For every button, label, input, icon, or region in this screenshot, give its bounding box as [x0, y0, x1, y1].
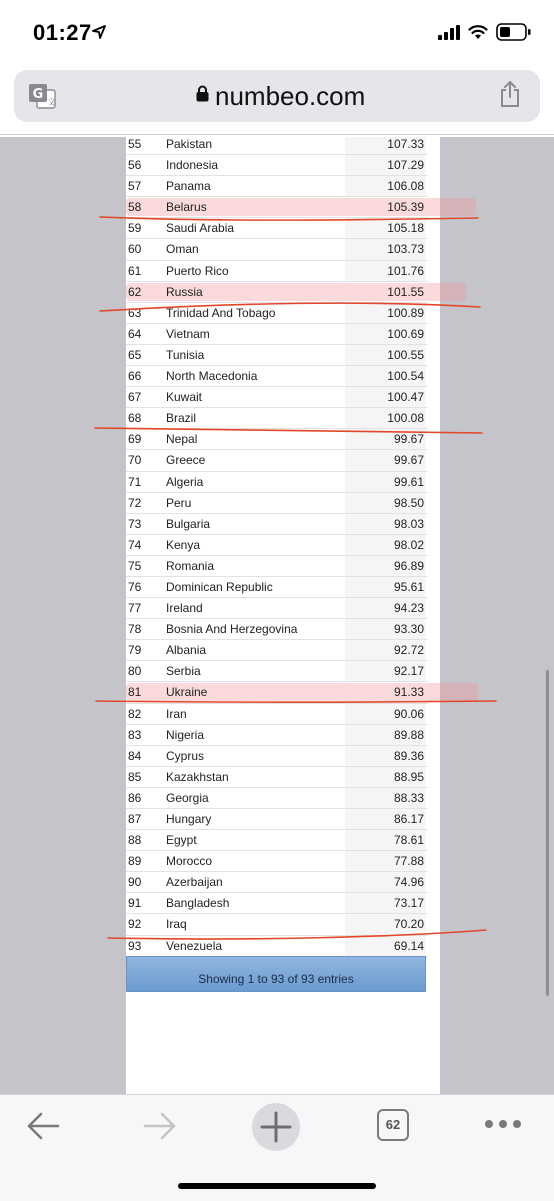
country-cell: Nepal [166, 432, 198, 447]
index-value: 77.88 [393, 854, 424, 869]
index-value: 89.36 [393, 748, 424, 763]
rank-cell: 61 [128, 263, 142, 278]
rank-cell: 58 [128, 200, 142, 215]
rank-cell: 82 [128, 706, 142, 721]
index-value: 91.33 [393, 685, 424, 700]
index-value: 99.67 [393, 453, 424, 468]
home-indicator [178, 1183, 376, 1189]
country-cell: Romania [166, 558, 215, 573]
svg-text:G: G [32, 87, 44, 102]
battery-icon [496, 23, 532, 41]
rank-cell: 57 [128, 179, 142, 194]
rank-cell: 80 [128, 664, 142, 679]
country-cell: Kenya [166, 537, 201, 552]
country-cell: Kazakhstan [166, 769, 229, 784]
index-value: 93.30 [393, 622, 424, 637]
index-value: 90.06 [393, 706, 424, 721]
index-value: 92.17 [393, 664, 424, 679]
ink-underline-belarus [100, 217, 478, 220]
index-value: 107.33 [387, 137, 424, 151]
svg-text:文: 文 [47, 98, 56, 108]
rank-cell: 74 [128, 537, 142, 552]
browser-toolbar [0, 1094, 554, 1201]
country-cell: Russia [166, 284, 203, 299]
country-cell: Nigeria [166, 727, 205, 742]
rank-cell: 64 [128, 326, 142, 341]
country-cell: Bulgaria [166, 516, 211, 531]
address-bar[interactable] [14, 70, 540, 122]
country-cell: Albania [166, 643, 207, 658]
plus-icon [252, 1103, 300, 1151]
url-domain[interactable]: numbeo.com [215, 81, 366, 111]
index-value: 96.89 [393, 558, 424, 573]
country-cell: Vietnam [166, 326, 210, 341]
share-icon[interactable] [498, 80, 522, 108]
rank-cell: 56 [128, 158, 142, 173]
location-arrow-icon [92, 25, 106, 39]
country-cell: Ireland [166, 601, 203, 616]
forward-icon[interactable] [143, 1111, 177, 1141]
country-cell: Egypt [166, 833, 197, 848]
rank-cell: 65 [128, 347, 142, 362]
rank-cell: 67 [128, 390, 142, 405]
country-cell: Puerto Rico [166, 263, 229, 278]
country-cell: Cyprus [166, 748, 205, 763]
back-icon[interactable] [26, 1111, 60, 1141]
index-value: 88.33 [393, 790, 424, 805]
rank-cell: 66 [128, 369, 142, 384]
country-cell: Azerbaijan [166, 875, 223, 890]
index-value: 86.17 [393, 812, 424, 826]
country-cell: Pakistan [166, 137, 213, 151]
rank-cell: 87 [128, 812, 142, 826]
country-cell: Indonesia [166, 158, 219, 173]
ink-underline-ukraine [96, 701, 496, 702]
rank-cell: 83 [128, 727, 142, 742]
index-value: 100.55 [387, 347, 424, 362]
rank-cell: 77 [128, 601, 142, 616]
rank-cell: 86 [128, 790, 142, 805]
index-value: 98.50 [393, 495, 424, 510]
index-value: 92.72 [393, 643, 424, 658]
ink-underline-brazil [95, 428, 482, 433]
country-cell: Bangladesh [166, 896, 230, 911]
country-cell: Brazil [166, 411, 197, 426]
index-value: 99.67 [393, 432, 424, 447]
country-cell: Belarus [166, 200, 207, 215]
rank-cell: 72 [128, 495, 142, 510]
browser-divider [0, 134, 554, 135]
rank-cell: 85 [128, 769, 142, 784]
country-cell: Georgia [166, 790, 209, 805]
country-cell: Dominican Republic [166, 579, 273, 594]
scrollbar-thumb[interactable] [546, 670, 549, 996]
index-value: 98.02 [393, 537, 424, 552]
country-cell: Algeria [166, 474, 204, 489]
index-value: 99.61 [393, 474, 424, 489]
index-value: 101.55 [387, 284, 424, 299]
tabs-button[interactable]: 62 [377, 1109, 409, 1141]
wifi-icon [468, 24, 488, 40]
status-time: 01:27 [33, 20, 92, 45]
signal-icon [438, 25, 462, 40]
rank-cell: 84 [128, 748, 142, 763]
country-cell: Morocco [166, 854, 213, 869]
rank-cell: 75 [128, 558, 142, 573]
web-page[interactable] [0, 137, 554, 1094]
country-cell: Greece [166, 453, 206, 468]
rank-cell: 78 [128, 622, 142, 637]
index-value: 100.69 [387, 326, 424, 341]
rank-cell: 71 [128, 474, 142, 489]
country-cell: Hungary [166, 812, 212, 826]
rank-cell: 59 [128, 221, 142, 236]
index-value: 100.08 [387, 411, 424, 426]
index-value: 73.17 [393, 896, 424, 911]
rank-cell: 68 [128, 411, 142, 426]
index-value: 98.03 [393, 516, 424, 531]
translate-icon[interactable] [28, 82, 56, 110]
country-cell: Saudi Arabia [166, 221, 235, 236]
rank-cell: 89 [128, 854, 142, 869]
index-value: 106.08 [387, 179, 424, 194]
index-value: 74.96 [393, 875, 424, 890]
rank-cell: 76 [128, 579, 142, 594]
rank-cell: 73 [128, 516, 142, 531]
ink-underline-russia [100, 303, 480, 311]
country-cell: Iran [166, 706, 187, 721]
index-value: 103.73 [387, 242, 424, 257]
more-icon[interactable] [484, 1119, 522, 1129]
rank-cell: 60 [128, 242, 142, 257]
country-cell: Bosnia And Herzegovina [166, 622, 298, 637]
index-value: 105.18 [387, 221, 424, 236]
country-cell: Kuwait [166, 390, 203, 405]
rank-cell: 55 [128, 137, 142, 151]
country-cell: North Macedonia [166, 369, 258, 384]
country-cell: Serbia [166, 664, 201, 679]
index-value: 100.89 [387, 305, 424, 320]
index-value: 69.14 [393, 938, 424, 953]
rank-cell: 88 [128, 833, 142, 848]
index-value: 70.20 [393, 917, 424, 932]
lock-icon [196, 85, 209, 102]
country-cell: Peru [166, 495, 192, 510]
country-cell: Panama [166, 179, 211, 194]
country-cell: Trinidad And Tobago [166, 305, 276, 320]
ink-underline-iraq [108, 930, 486, 939]
index-value: 94.23 [393, 601, 424, 616]
index-value: 100.47 [387, 390, 424, 405]
rank-cell: 79 [128, 643, 142, 658]
country-cell: Venezuela [166, 938, 223, 953]
rank-cell: 92 [128, 917, 142, 932]
status-bar [0, 0, 554, 66]
country-cell: Ukraine [166, 685, 208, 700]
rank-cell: 90 [128, 875, 142, 890]
ink-annotations [0, 137, 554, 1094]
index-value: 107.29 [387, 158, 424, 173]
index-value: 100.54 [387, 369, 424, 384]
country-cell: Tunisia [166, 347, 205, 362]
country-cell: Iraq [166, 917, 187, 932]
index-value: 95.61 [393, 579, 424, 594]
index-value: 105.39 [387, 200, 424, 215]
rank-cell: 91 [128, 896, 142, 911]
table-info: Showing 1 to 93 of 93 entries [126, 956, 426, 992]
country-cell: Oman [166, 242, 199, 257]
rank-cell: 81 [128, 685, 142, 700]
index-value: 78.61 [393, 833, 424, 848]
index-value: 89.88 [393, 727, 424, 742]
rank-cell: 62 [128, 284, 142, 299]
rank-cell: 70 [128, 453, 142, 468]
rank-cell: 63 [128, 305, 142, 320]
rank-cell: 69 [128, 432, 142, 447]
index-value: 101.76 [387, 263, 424, 278]
rank-cell: 93 [128, 938, 142, 953]
index-value: 88.95 [393, 769, 424, 784]
new-tab-button[interactable] [252, 1103, 300, 1151]
